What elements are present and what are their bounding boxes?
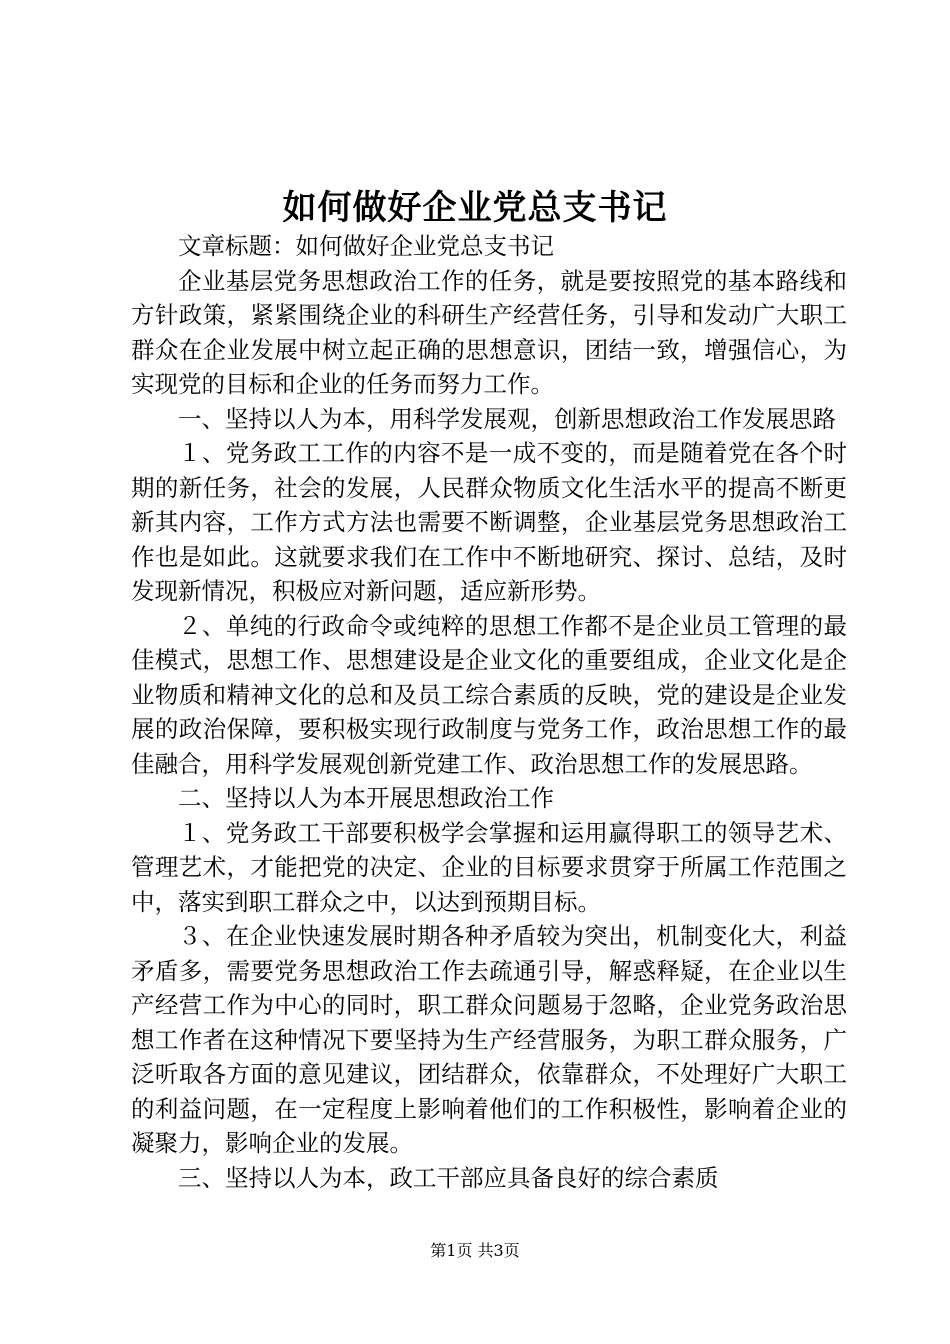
section-heading: 三、坚持以人为本，政工干部应具备良好的综合素质 bbox=[178, 1163, 719, 1192]
body-paragraph: １、党务政工干部要积极学会掌握和运用赢得职工的领导艺术、管理艺术，才能把党的决定、企业的目标要求贯穿于所属工作范围之中，落实到职工群众之中，以达到预期目标。 bbox=[131, 818, 847, 916]
body-paragraph: 企业基层党务思想政治工作的任务，就是要按照党的基本路线和方针政策，紧紧围绕企业的科研生产经营任务，引导和发动广大职工群众在企业发展中树立起正确的思想意识，团结一致，增强信心，为实现党的目标和企业的任务而努力工作。 bbox=[131, 266, 847, 398]
section-heading: 二、坚持以人为本开展思想政治工作 bbox=[178, 784, 554, 812]
article-heading-line: 文章标题：如何做好企业党总支书记 bbox=[178, 232, 554, 260]
document-body bbox=[131, 229, 847, 1195]
body-paragraph: ２、单纯的行政命令或纯粹的思想工作都不是企业员工管理的最佳模式，思想工作、思想建设是企业文化的重要组成，企业文化是企业物质和精神文化的总和及员工综合素质的反映，党的建设是企业发展的政治保障，要积极实现行政制度与党务工作，政治思想工作的最佳融合，用科学发展观创新党建工作、政治思想工作的发展思路。 bbox=[131, 611, 847, 778]
page-footer: 第1页 共3页 bbox=[430, 1241, 520, 1260]
body-paragraph: １、党务政工工作的内容不是一成不变的，而是随着党在各个时期的新任务，社会的发展，人民群众物质文化生活水平的提高不断更新其内容，工作方式方法也需要不断调整，企业基层党务思想政治工作也是如此。这就要求我们在工作中不断地研究、探讨、总结，及时发现新情况，积极应对新问题，适应新形势。 bbox=[131, 439, 847, 605]
body-paragraph: ３、在企业快速发展时期各种矛盾较为突出，机制变化大，利益矛盾多，需要党务思想政治工作去疏通引导，解惑释疑，在企业以生产经营工作为中心的同时，职工群众问题易于忽略，企业党务政治思想工作者在这种情况下要坚持为生产经营服务，为职工群众服务，广泛听取各方面的意见建议，团结群众，依靠群众，不处理好广大职工的利益问题，在一定程度上影响着他们的工作积极性，影响着企业的凝聚力，影响企业的发展。 bbox=[131, 922, 847, 1157]
section-heading: 一、坚持以人为本，用科学发展观，创新思想政治工作发展思路 bbox=[178, 404, 836, 433]
document-title: 如何做好企业党总支书记 bbox=[282, 188, 668, 228]
